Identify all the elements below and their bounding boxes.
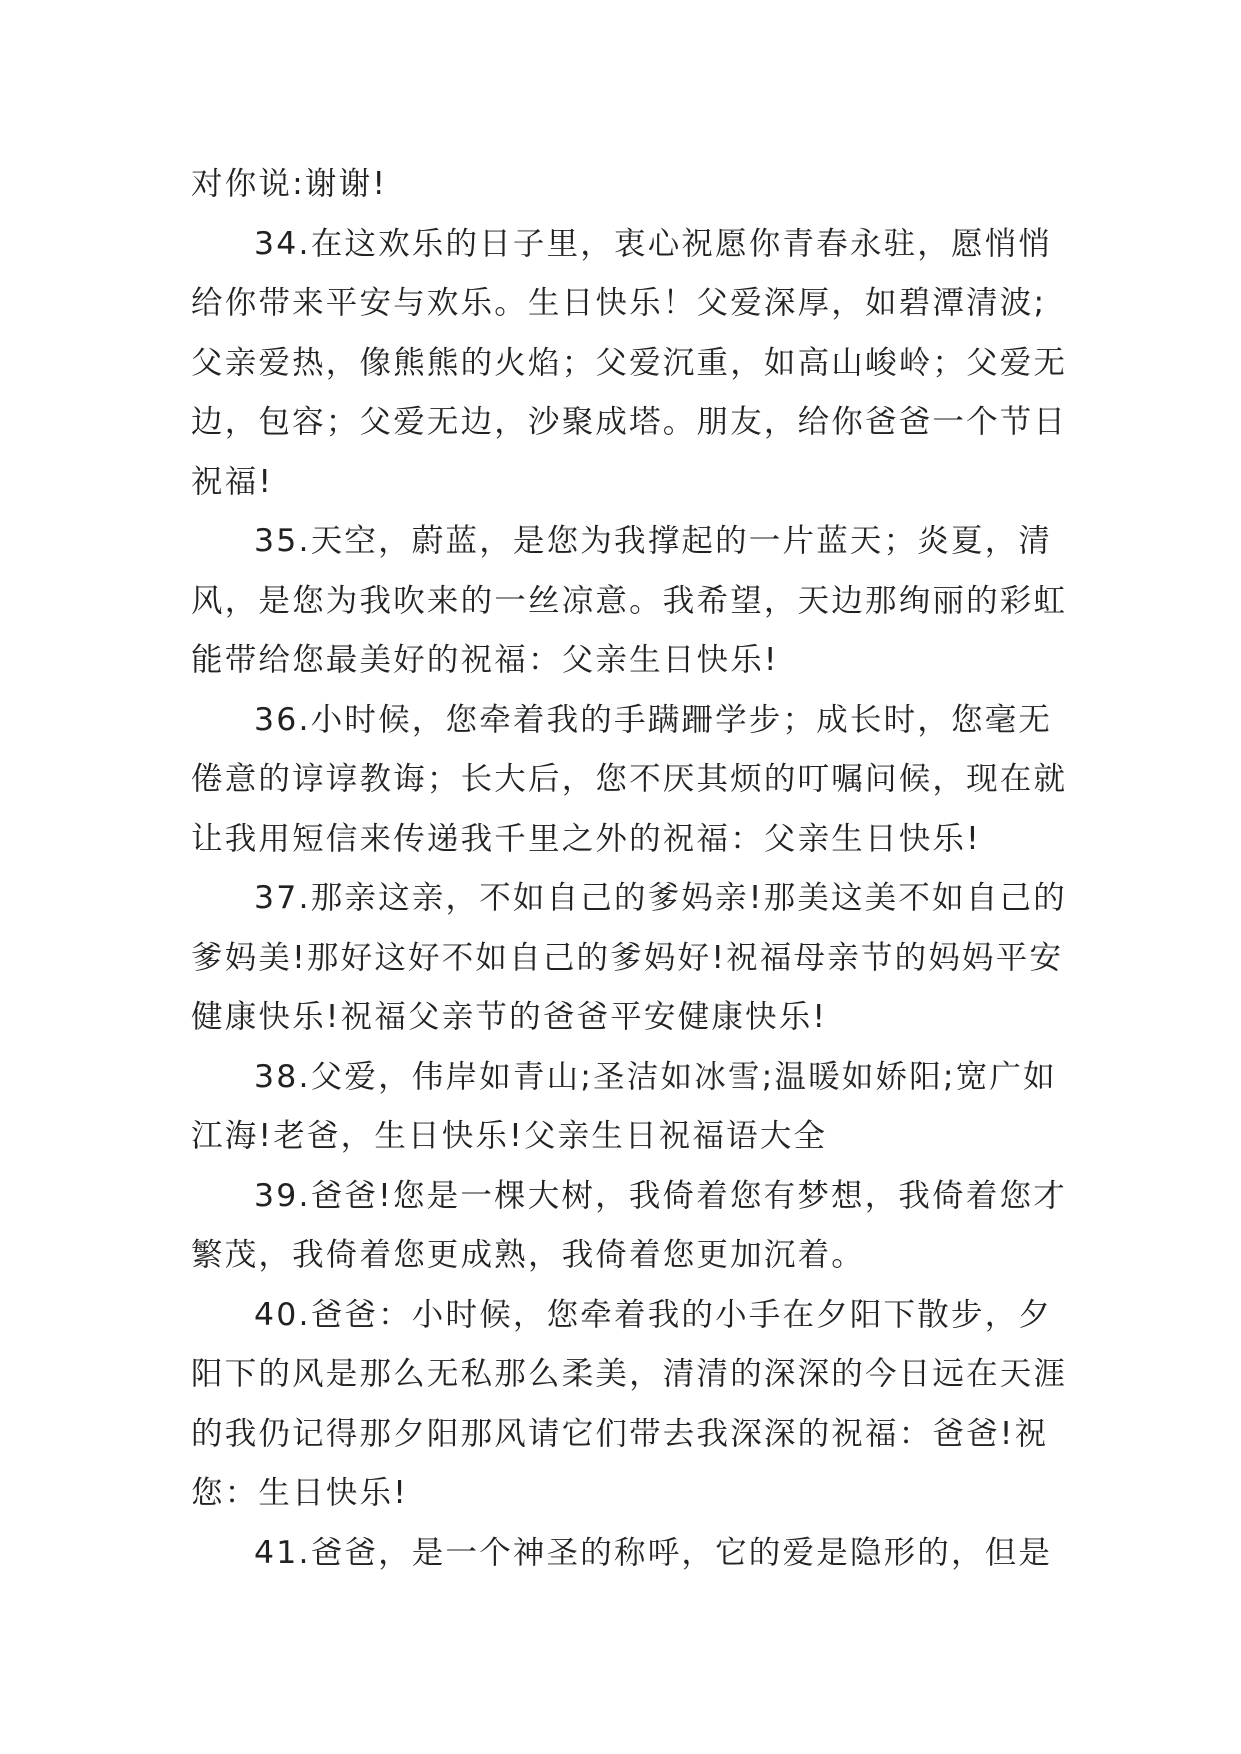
paragraph-p34 (191, 215, 1068, 513)
text-line: 让我用短信来传递我千里之外的祝福：父亲生日快乐! (191, 820, 981, 857)
text-line: 36.小时候，您牵着我的手蹒跚学步；成长时，您毫无 (254, 701, 1053, 738)
text-line: 祝福! (191, 463, 274, 500)
paragraph-p39 (191, 1167, 1067, 1286)
text-line: 繁茂，我倚着您更成熟，我倚着您更加沉着。 (191, 1237, 866, 1273)
text-line: 35.天空，蔚蓝，是您为我撑起的一片蓝天；炎夏，清 (254, 523, 1053, 559)
document-body (191, 155, 1068, 1583)
text-line: 边，包容；父爱无边，沙聚成塔。朋友，给你爸爸一个节日 (191, 404, 1068, 440)
text-line: 的我仍记得那夕阳那风请它们带去我深深的祝福：爸爸!祝 (191, 1415, 1049, 1452)
text-line: 江海!老爸，生日快乐!父亲生日祝福语大全 (191, 1118, 828, 1154)
paragraph-p40 (191, 1286, 1068, 1524)
text-line: 阳下的风是那么无私那么柔美，清清的深深的今日远在天涯 (191, 1356, 1068, 1392)
text-line: 爹妈美!那好这好不如自己的爹妈好!祝福母亲节的妈妈平安 (191, 939, 1064, 976)
text-line: 41.爸爸，是一个神圣的称呼，它的爱是隐形的，但是 (254, 1534, 1053, 1571)
text-line: 40.爸爸：小时候，您牵着我的小手在夕阳下散步，夕 (254, 1296, 1053, 1333)
text-line: 39.爸爸!您是一棵大树，我倚着您有梦想，我倚着您才 (254, 1177, 1067, 1214)
paragraph-p36 (191, 691, 1068, 870)
text-line: 38.父爱，伟岸如青山;圣洁如冰雪;温暖如娇阳;宽广如 (254, 1058, 1057, 1095)
paragraph-p37 (191, 869, 1067, 1048)
paragraph-p35 (191, 512, 1068, 691)
text-line: 能带给您最美好的祝福：父亲生日快乐! (191, 642, 779, 678)
text-line: 倦意的谆谆教诲；长大后，您不厌其烦的叮嘱问候，现在就 (191, 761, 1068, 797)
text-line: 37.那亲这亲，不如自己的爹妈亲!那美这美不如自己的 (254, 880, 1067, 916)
text-line: 给你带来平安与欢乐。生日快乐！父爱深厚，如碧潭清波; (191, 285, 1047, 321)
text-line: 34.在这欢乐的日子里，衷心祝愿你青春永驻，愿悄悄 (254, 225, 1053, 262)
text-line: 您：生日快乐! (191, 1475, 409, 1511)
text-line: 父亲爱热，像熊熊的火焰；父爱沉重，如高山峻岭；父爱无 (191, 344, 1068, 381)
text-line: 风，是您为我吹来的一丝凉意。我希望，天边那绚丽的彩虹 (191, 582, 1068, 619)
paragraph-p41 (191, 1524, 1061, 1584)
paragraph-p33-end (191, 155, 1061, 215)
paragraph-p38 (191, 1048, 1061, 1167)
text-line: 对你说:谢谢! (191, 166, 388, 202)
text-line: 健康快乐!祝福父亲节的爸爸平安健康快乐! (191, 999, 828, 1035)
